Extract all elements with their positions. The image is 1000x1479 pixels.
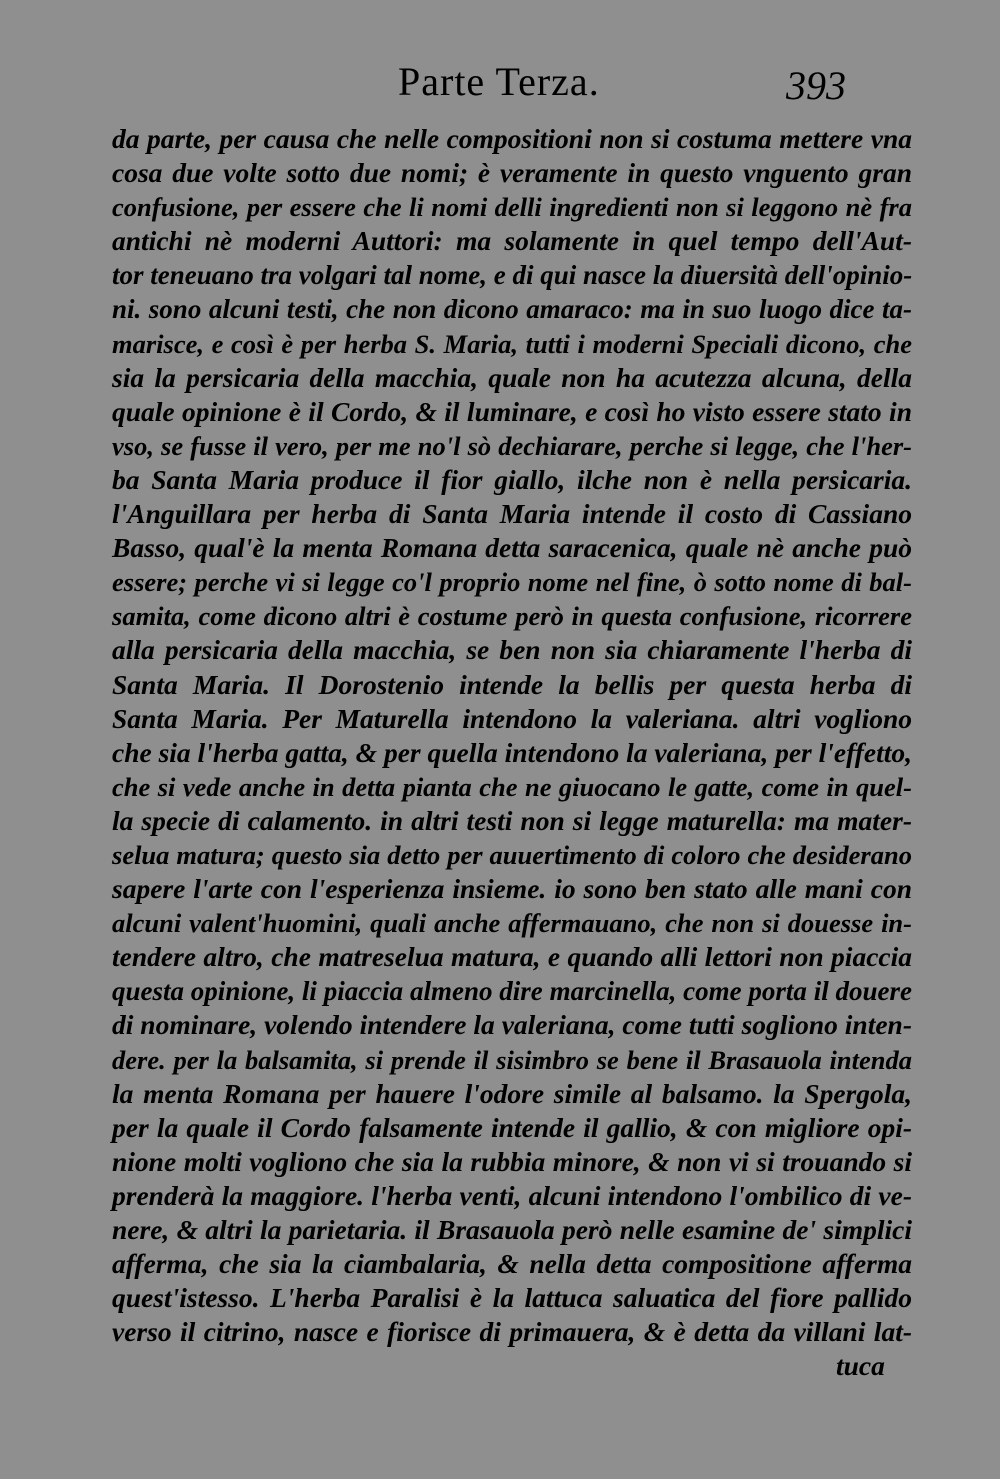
- running-head: [0, 58, 1000, 108]
- text-line: nere, & altri la parietaria. il Brasauola però nelle esamine de' simplici: [112, 1214, 912, 1245]
- text-line: ni. sono alcuni testi, che non dicono amaraco: ma in suo luogo dice ta-: [112, 294, 912, 325]
- catchword: tuca: [836, 1350, 885, 1381]
- text-line: tor teneuano tra volgari tal nome, e di qui nasce la diuersità dell'opinio-: [112, 260, 913, 291]
- text-line: quale opinione è il Cordo, & il luminare, e così ho visto essere stato in: [112, 395, 912, 427]
- text-line: afferma, che sia la ciambalaria, & nella detta compositione afferma: [112, 1248, 912, 1280]
- text-line: confusione, per essere che li nomi delli ingredienti non si leggono nè fra: [112, 192, 912, 223]
- text-line: Santa Maria. Per Maturella intendono la valeriana. altri vogliono: [112, 702, 912, 734]
- text-line: la menta Romana per hauere l'odore simile al balsamo. la Spergola,: [112, 1077, 912, 1109]
- text-line: ba Santa Maria produce il fior giallo, ilche non è nella persicaria.: [112, 463, 912, 495]
- text-line: samita, come dicono altri è costume però in questa confusione, ricorrere: [112, 601, 912, 632]
- text-line: prenderà la maggiore. l'herba venti, alcuni intendono l'ombilico di ve-: [112, 1179, 912, 1211]
- text-line: marisce, e così è per herba S. Maria, tutti i moderni Speciali dicono, che: [112, 328, 912, 359]
- text-line: alcuni valent'huomini, quali anche affermauano, che non si douesse in-: [112, 908, 912, 939]
- text-line: Santa Maria. Il Dorostenio intende la bellis per questa herba di: [112, 668, 912, 700]
- text-line: per la quale il Cordo falsamente intende il gallio, & con migliore opi-: [112, 1111, 912, 1143]
- text-line: vso, se fusse il vero, per me no'l sò dechiarare, perche si legge, che l'her-: [112, 430, 912, 461]
- running-title: Parte Terza.: [398, 59, 600, 104]
- text-line: sia la persicaria della macchia, quale non ha acutezza alcuna, della: [112, 361, 912, 393]
- text-line: tendere altro, che matreselua matura, e quando alli lettori non piaccia: [112, 941, 912, 973]
- text-line: antichi nè moderni Auttori: ma solamente in quel tempo dell'Aut-: [112, 225, 912, 257]
- text-line: essere; perche vi si legge co'l proprio nome nel fine, ò sotto nome di bal-: [112, 567, 912, 598]
- text-line: selua matura; questo sia detto per auuertimento di coloro che desiderano: [112, 839, 912, 870]
- body-text: [112, 122, 912, 1349]
- text-line: che si vede anche in detta pianta che ne giuocano le gatte, come in quel-: [112, 771, 912, 802]
- text-line: alla persicaria della macchia, se ben non sia chiaramente l'herba di: [112, 634, 912, 666]
- text-line: dere. per la balsamita, si prende il sisimbro se bene il Brasauola intenda: [112, 1044, 912, 1075]
- text-line: l'Anguillara per herba di Santa Maria intende il costo di Cassiano: [112, 498, 912, 530]
- text-line: quest'istesso. L'herba Paralisi è la lattuca saluatica del fiore pallido: [112, 1282, 912, 1314]
- text-line: la specie di calamento. in altri testi non si legge maturella: ma mater-: [112, 804, 912, 836]
- text-line: Basso, qual'è la menta Romana detta saracenica, quale nè anche può: [112, 532, 912, 564]
- text-line: cosa due volte sotto due nomi; è veramente in questo vnguento gran: [112, 157, 912, 189]
- text-line: nione molti vogliono che sia la rubbia minore, & non vi si trouando si: [112, 1145, 912, 1177]
- text-line: che sia l'herba gatta, & per quella intendono la valeriana, per l'effetto,: [112, 736, 913, 768]
- page-number: 393: [786, 63, 846, 108]
- text-line: da parte, per causa che nelle compositioni non si costuma mettere vna: [112, 123, 912, 154]
- text-line: verso il citrino, nasce e fiorisce di primauera, & è detta da villani lat-: [112, 1316, 912, 1348]
- text-line: di nominare, volendo intendere la valeriana, come tutti sogliono inten-: [112, 1009, 912, 1041]
- text-line: sapere l'arte con l'esperienza insieme. io sono ben stato alle mani con: [112, 873, 912, 905]
- text-line: questa opinione, li piaccia almeno dire marcinella, come porta il douere: [112, 976, 912, 1007]
